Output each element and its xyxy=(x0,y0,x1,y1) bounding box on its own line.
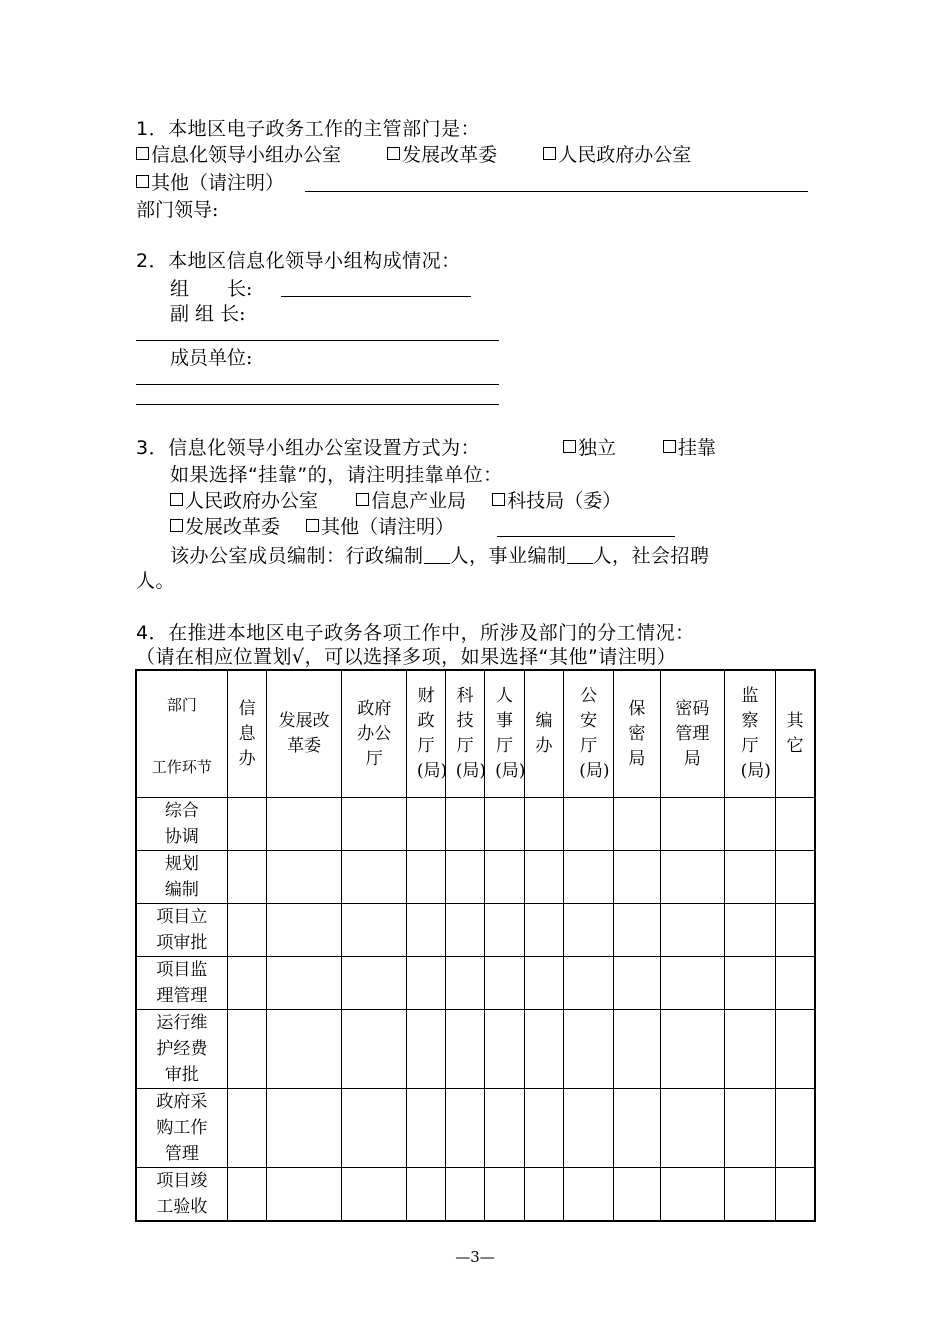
table-cell[interactable] xyxy=(342,798,407,851)
stage-label: 项目竣工验收 xyxy=(136,1168,227,1222)
table-cell[interactable] xyxy=(227,904,266,957)
q1-leader-label: 部门领导: xyxy=(136,199,219,221)
q4-note: （请在相应位置划√，可以选择多项，如果选择“其他”请注明） xyxy=(136,646,677,668)
q3-units-row-1 xyxy=(170,489,621,513)
q2-leader-field[interactable] xyxy=(281,296,471,297)
division-table xyxy=(135,669,816,1222)
table-cell[interactable] xyxy=(407,1010,445,1089)
table-cell[interactable] xyxy=(524,798,563,851)
table-cell[interactable] xyxy=(775,904,815,957)
q3-unit-3[interactable]: 科技局（委） xyxy=(492,490,621,512)
q3-unit-2[interactable]: 信息产业局 xyxy=(356,490,466,512)
table-cell[interactable] xyxy=(485,798,524,851)
table-cell[interactable] xyxy=(445,904,484,957)
table-cell[interactable] xyxy=(342,1089,407,1168)
table-cell[interactable] xyxy=(775,1010,815,1089)
table-cell[interactable] xyxy=(267,1168,342,1222)
table-cell[interactable] xyxy=(660,851,724,904)
table-row xyxy=(136,1168,815,1222)
table-cell[interactable] xyxy=(524,851,563,904)
dept-header: 信息办 xyxy=(227,670,266,798)
q1-option-3[interactable]: 人民政府办公室 xyxy=(543,144,691,166)
table-corner xyxy=(136,670,227,798)
table-cell[interactable] xyxy=(564,904,614,957)
dept-header: 财政厅(局) xyxy=(407,670,445,798)
dept-header: 政府办公厅 xyxy=(342,670,407,798)
dept-header: 保密局 xyxy=(614,670,661,798)
table-cell[interactable] xyxy=(445,1168,484,1222)
table-cell[interactable] xyxy=(227,1168,266,1222)
table-cell[interactable] xyxy=(227,1010,266,1089)
table-cell[interactable] xyxy=(342,851,407,904)
q3-unit-other[interactable]: 其他（请注明） xyxy=(306,516,454,538)
table-cell[interactable] xyxy=(564,1010,614,1089)
table-row xyxy=(136,904,815,957)
table-cell[interactable] xyxy=(485,1010,524,1089)
checkbox-icon xyxy=(663,440,676,453)
stage-label: 项目监理管理 xyxy=(136,957,227,1010)
table-cell[interactable] xyxy=(342,1010,407,1089)
table-cell[interactable] xyxy=(725,1168,776,1222)
dept-header: 其它 xyxy=(775,670,815,798)
table-cell[interactable] xyxy=(524,1010,563,1089)
q3-unit-4[interactable]: 发展改革委 xyxy=(170,516,280,538)
q1-option-1[interactable]: 信息化领导小组办公室 xyxy=(136,144,341,166)
table-row xyxy=(136,957,815,1010)
table-row xyxy=(136,851,815,904)
institution-quota-field[interactable] xyxy=(567,545,593,564)
table-cell[interactable] xyxy=(407,798,445,851)
table-cell[interactable] xyxy=(267,957,342,1010)
table-cell[interactable] xyxy=(267,851,342,904)
checkbox-icon xyxy=(136,147,149,160)
table-cell[interactable] xyxy=(614,1168,661,1222)
q3-title: 3．信息化领导小组办公室设置方式为： xyxy=(136,437,481,459)
q3-units-row-2 xyxy=(170,515,454,539)
table-cell[interactable] xyxy=(564,1089,614,1168)
checkbox-icon xyxy=(543,147,556,160)
table-cell[interactable] xyxy=(227,1089,266,1168)
table-cell[interactable] xyxy=(564,851,614,904)
table-cell[interactable] xyxy=(725,851,776,904)
table-cell[interactable] xyxy=(725,1089,776,1168)
q3-staff-end[interactable]: 人。 xyxy=(136,570,176,592)
table-cell[interactable] xyxy=(227,851,266,904)
q2-members-field-2[interactable] xyxy=(136,404,499,405)
table-cell[interactable] xyxy=(342,957,407,1010)
stage-label: 项目立项审批 xyxy=(136,904,227,957)
table-cell[interactable] xyxy=(524,904,563,957)
dept-header: 密码管理局 xyxy=(660,670,724,798)
table-cell[interactable] xyxy=(485,1168,524,1222)
table-cell[interactable] xyxy=(342,1168,407,1222)
dept-header: 监察厅(局) xyxy=(725,670,776,798)
q3-other-field[interactable] xyxy=(497,536,675,537)
dept-header: 科技厅(局) xyxy=(445,670,484,798)
table-cell[interactable] xyxy=(267,904,342,957)
q3-attached-prompt: 如果选择“挂靠”的，请注明挂靠单位： xyxy=(170,464,503,486)
dept-header: 公安厅(局) xyxy=(564,670,614,798)
table-cell[interactable] xyxy=(660,957,724,1010)
checkbox-icon xyxy=(356,493,369,506)
table-cell[interactable] xyxy=(725,798,776,851)
table-cell[interactable] xyxy=(614,851,661,904)
table-cell[interactable] xyxy=(407,904,445,957)
q2-title: 2．本地区信息化领导小组构成情况： xyxy=(136,250,461,272)
q3-option-attached[interactable]: 挂靠 xyxy=(663,436,716,460)
table-cell[interactable] xyxy=(660,1010,724,1089)
q4-title: 4．在推进本地区电子政务各项工作中，所涉及部门的分工情况： xyxy=(136,622,695,644)
stage-label: 政府采购工作管理 xyxy=(136,1089,227,1168)
table-cell[interactable] xyxy=(445,798,484,851)
checkbox-icon xyxy=(170,519,183,532)
table-cell[interactable] xyxy=(614,957,661,1010)
checkbox-icon xyxy=(306,519,319,532)
table-cell[interactable] xyxy=(407,1089,445,1168)
dept-header: 人事厅(局) xyxy=(485,670,524,798)
table-cell[interactable] xyxy=(660,904,724,957)
table-cell[interactable] xyxy=(524,1168,563,1222)
table-cell[interactable] xyxy=(445,957,484,1010)
table-cell[interactable] xyxy=(614,1089,661,1168)
q1-option-2[interactable]: 发展改革委 xyxy=(387,144,497,166)
dept-header: 发展改革委 xyxy=(267,670,342,798)
table-header-row xyxy=(136,670,815,798)
table-cell[interactable] xyxy=(660,1168,724,1222)
table-cell[interactable] xyxy=(485,904,524,957)
table-cell[interactable] xyxy=(775,798,815,851)
q2-deputy-field[interactable] xyxy=(136,340,499,341)
checkbox-icon xyxy=(170,493,183,506)
table-row xyxy=(136,1010,815,1089)
table-cell[interactable] xyxy=(227,957,266,1010)
dept-header: 编办 xyxy=(524,670,563,798)
table-cell[interactable] xyxy=(485,851,524,904)
table-cell[interactable] xyxy=(445,851,484,904)
admin-quota-field[interactable] xyxy=(424,545,450,564)
q1-other[interactable]: 其他（请注明） xyxy=(136,171,284,195)
table-cell[interactable] xyxy=(775,1089,815,1168)
q1-other-field[interactable] xyxy=(305,191,808,192)
stage-label: 综合协调 xyxy=(136,798,227,851)
table-cell[interactable] xyxy=(485,957,524,1010)
table-cell[interactable] xyxy=(227,798,266,851)
table-cell[interactable] xyxy=(524,1089,563,1168)
table-cell[interactable] xyxy=(725,1010,776,1089)
stage-label: 规划编制 xyxy=(136,851,227,904)
q2-leader-label: 组 长: xyxy=(170,278,253,300)
table-cell[interactable] xyxy=(725,904,776,957)
table-cell[interactable] xyxy=(614,1010,661,1089)
q2-members-field-1[interactable] xyxy=(136,384,499,385)
table-cell[interactable] xyxy=(775,957,815,1010)
checkbox-icon xyxy=(136,175,149,188)
table-cell[interactable] xyxy=(660,798,724,851)
stage-label: 运行维护经费审批 xyxy=(136,1010,227,1089)
table-cell[interactable] xyxy=(775,1168,815,1222)
table-cell[interactable] xyxy=(407,851,445,904)
table-cell[interactable] xyxy=(485,1089,524,1168)
table-cell[interactable] xyxy=(267,1010,342,1089)
table-cell[interactable] xyxy=(267,1089,342,1168)
table-row xyxy=(136,798,815,851)
q2-deputy-label: 副 组 长: xyxy=(170,303,246,325)
corner-departments-label: 部门 xyxy=(166,696,197,714)
q1-options xyxy=(136,143,691,167)
checkbox-icon xyxy=(387,147,400,160)
q1-title: 1．本地区电子政务工作的主管部门是： xyxy=(136,118,481,140)
table-cell[interactable] xyxy=(725,957,776,1010)
table-cell[interactable] xyxy=(524,957,563,1010)
table-cell[interactable] xyxy=(775,851,815,904)
table-cell[interactable] xyxy=(342,904,407,957)
q2-members-label: 成员单位: xyxy=(170,347,253,369)
table-cell[interactable] xyxy=(660,1089,724,1168)
table-cell[interactable] xyxy=(267,798,342,851)
table-cell[interactable] xyxy=(614,798,661,851)
checkbox-icon xyxy=(492,493,505,506)
table-cell[interactable] xyxy=(564,798,614,851)
table-cell[interactable] xyxy=(564,1168,614,1222)
table-cell[interactable] xyxy=(445,1089,484,1168)
table-cell[interactable] xyxy=(614,904,661,957)
table-row xyxy=(136,1089,815,1168)
page-number: —3— xyxy=(455,1248,495,1266)
corner-stage-label: 工作环节 xyxy=(151,758,212,776)
q3-unit-1[interactable]: 人民政府办公室 xyxy=(170,490,318,512)
q3-staff-line: 该办公室成员编制：行政编制 人，事业编制 人，社会招聘 xyxy=(170,545,710,567)
table-cell[interactable] xyxy=(407,957,445,1010)
table-cell[interactable] xyxy=(564,957,614,1010)
table-cell[interactable] xyxy=(445,1010,484,1089)
checkbox-icon xyxy=(563,440,576,453)
q3-option-independent[interactable]: 独立 xyxy=(563,436,616,460)
table-cell[interactable] xyxy=(407,1168,445,1222)
